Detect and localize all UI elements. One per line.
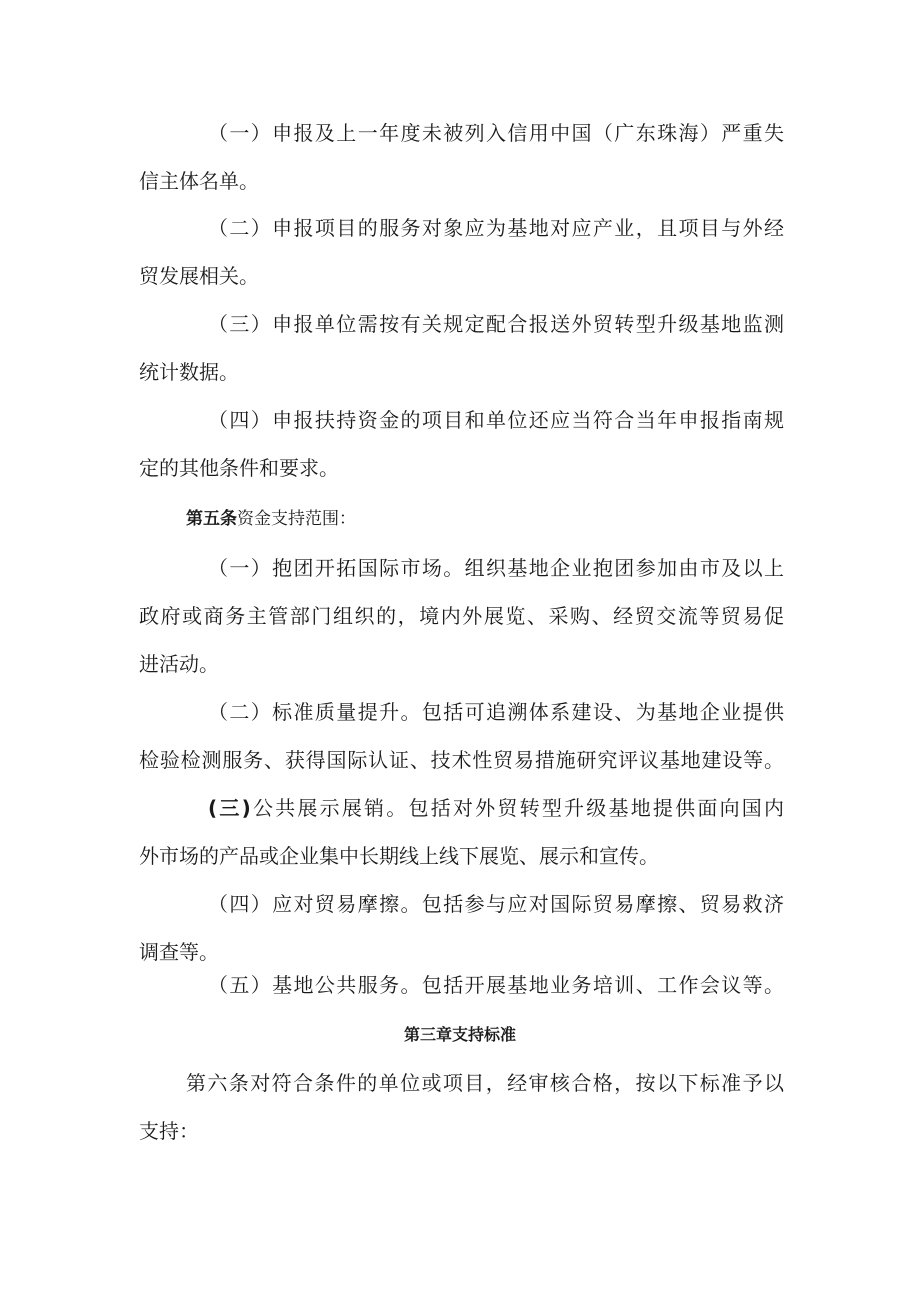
- condition-2-line-2: 贸发展相关。: [139, 264, 259, 288]
- article-6-line-1: 第六条对符合条件的单位或项目，经审核合格，按以下标准予以: [186, 1071, 784, 1095]
- condition-3-line-1: （三）申报单位需按有关规定配合报送外贸转型升级基地监测: [208, 312, 784, 336]
- article-5-text: 资金支持范围：: [237, 509, 356, 529]
- item-1-line-3: 进活动。: [139, 652, 219, 676]
- item-1-line-1: （一）抱团开拓国际市场。组织基地企业抱团参加由市及以上: [208, 556, 784, 580]
- item-3-marker: (三): [208, 796, 251, 820]
- item-5-line-1: （五）基地公共服务。包括开展基地业务培训、工作会议等。: [208, 973, 784, 997]
- item-4-line-2: 调查等。: [139, 940, 219, 964]
- condition-1-line-2: 信主体名单。: [139, 169, 259, 193]
- article-6-line-2: 支持：: [139, 1119, 199, 1143]
- chapter-title: 第三章支持标准: [403, 1025, 516, 1044]
- condition-4-line-2: 定的其他条件和要求。: [139, 456, 339, 480]
- article-5-label: 第五条: [186, 509, 237, 529]
- article-5-heading: [186, 504, 586, 534]
- item-3-line-1: [208, 793, 784, 823]
- item-3-line-2: 外市场的产品或企业集中长期线上线下展览、展示和宣传。: [139, 844, 659, 868]
- item-2-line-1: （二）标准质量提升。包括可追溯体系建设、为基地企业提供: [208, 700, 784, 724]
- condition-4-line-1: （四）申报扶持资金的项目和单位还应当符合当年申报指南规: [208, 408, 784, 432]
- condition-3-line-2: 统计数据。: [139, 360, 239, 384]
- item-2-line-2: 检验检测服务、获得国际认证、技术性贸易措施研究评议基地建设等。: [139, 748, 784, 772]
- condition-2-line-1: （二）申报项目的服务对象应为基地对应产业，且项目与外经: [208, 216, 784, 240]
- item-1-line-2: 政府或商务主管部门组织的，境内外展览、采购、经贸交流等贸易促: [139, 604, 784, 628]
- condition-1-line-1: （一）申报及上一年度未被列入信用中国（广东珠海）严重失: [208, 121, 784, 145]
- item-3-text: 公共展示展销。包括对外贸转型升级基地提供面向国内: [250, 796, 784, 820]
- item-4-line-1: （四）应对贸易摩擦。包括参与应对国际贸易摩擦、贸易救济: [208, 892, 784, 916]
